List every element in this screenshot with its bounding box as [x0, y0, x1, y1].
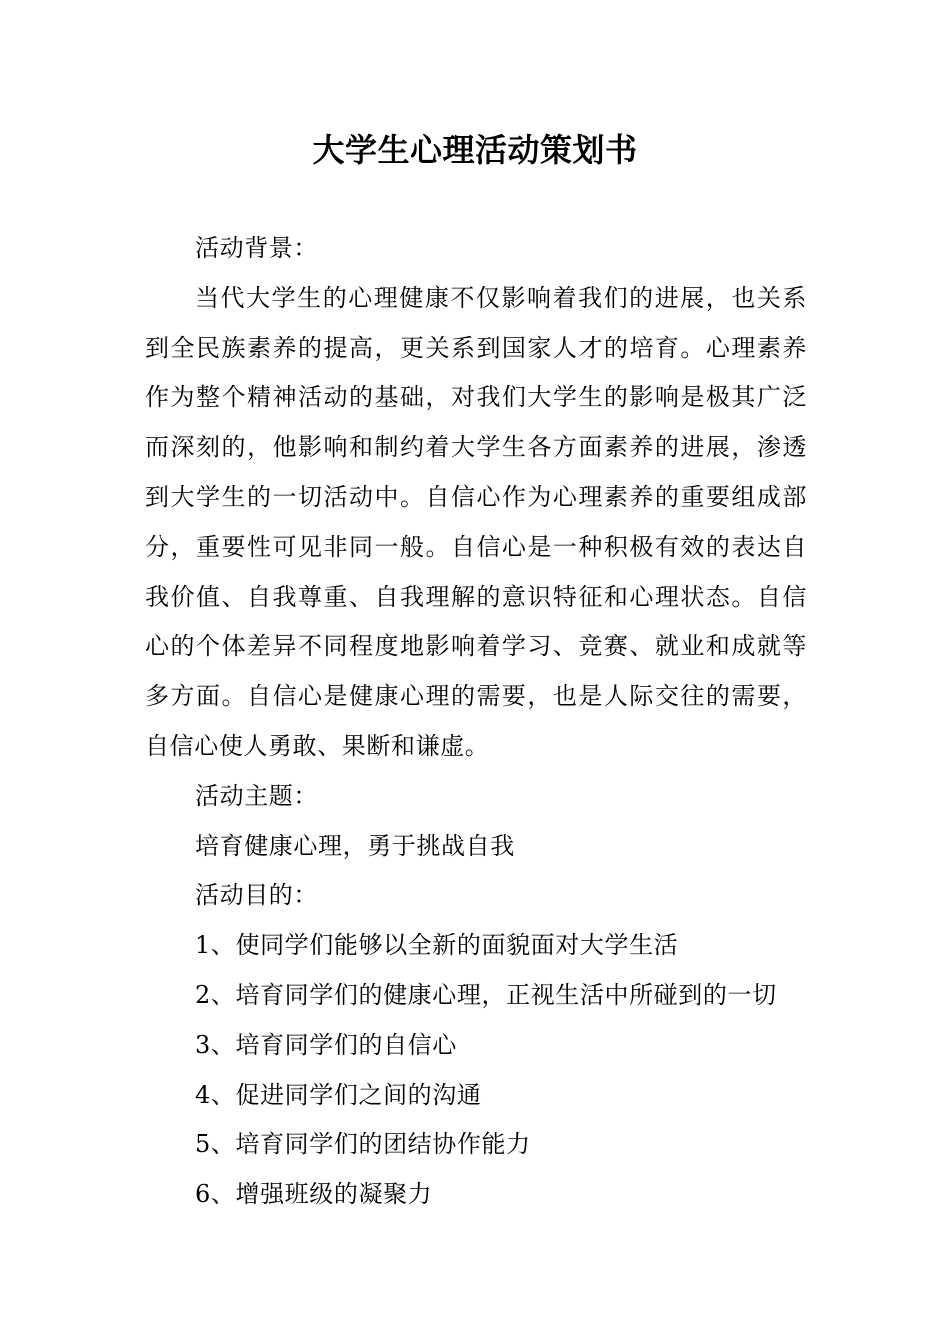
theme-heading: 活动主题： [195, 781, 318, 810]
goal-item: 3、培育同学们的自信心 [195, 1030, 457, 1059]
goal-item: 4、促进同学们之间的沟通 [195, 1080, 482, 1109]
goal-item: 6、增强班级的凝聚力 [195, 1180, 433, 1209]
goal-item: 1、使同学们能够以全新的面貌面对大学生活 [195, 931, 679, 960]
theme-text: 培育健康心理，勇于挑战自我 [195, 831, 515, 860]
document-title: 大学生心理活动策划书 [312, 131, 638, 169]
goals-heading: 活动目的： [195, 881, 318, 910]
background-heading: 活动背景： [195, 234, 318, 262]
goal-item: 5、培育同学们的团结协作能力 [195, 1130, 531, 1159]
background-paragraph: 当代大学生的心理健康不仅影响着我们的进展，也关系到全民族素养的提高，更关系到国家人才的培育。心理素养作为整个精神活动的基础，对我们大学生的影响是极其广泛而深刻的，他影响和制约着大学生各方面素养的进展，渗透到大学生的一切活动中。自信心作为心理素养的重要组成部分，重要性可见非同一般。自信心是一种积极有效的表达自我价值、自我尊重、自我理解的意识特征和心理状态。自信心的个体差异不同程度地影响着学习、竞赛、就业和成就等多方面。自信心是健康心理的需要，也是人际交往的需要，自信心使人勇敢、果断和谦虚。 [145, 283, 807, 760]
goal-item: 2、培育同学们的健康心理，正视生活中所碰到的一切 [195, 980, 777, 1009]
document-body [145, 224, 807, 1220]
